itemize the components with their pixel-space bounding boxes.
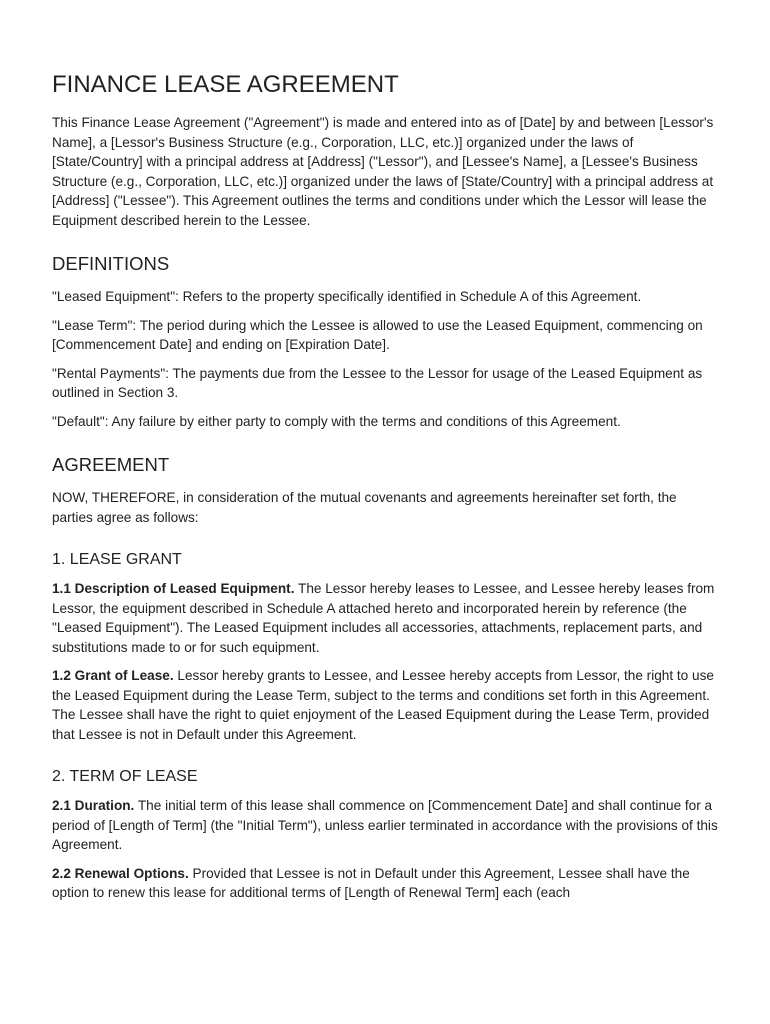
definition-rental-payments: "Rental Payments": The payments due from the Lessee to the Lessor for usage of the Leased Equipment as outlined in Section 3. (52, 365, 703, 400)
section-2-heading: 2. TERM OF LEASE (52, 768, 198, 785)
clause-2-1 (52, 796, 718, 855)
clause-1-1 (52, 579, 718, 657)
clause-2-2-title: 2.2 Renewal Options. (52, 865, 189, 881)
clause-1-1-title: 1.1 Description of Leased Equipment. (52, 581, 295, 596)
clause-1-2 (52, 666, 718, 744)
definition-leased-equipment: "Leased Equipment": Refers to the property specifically identified in Schedule A of this Agreement. (52, 289, 642, 304)
definitions-heading: DEFINITIONS (52, 253, 170, 274)
clause-2-2-body: Provided that Lessee is not in Default under this Agreement, Lessee shall have the option to renew this lease for additional terms of [Length of Renewal Term] each (each (52, 865, 690, 900)
definition-lease-term: "Lease Term": The period during which the Lessee is allowed to use the Leased Equipment, commencing on [Commencement Date] and ending on [Expiration Date]. (52, 317, 703, 352)
clause-2-1-title: 2.1 Duration. (52, 798, 135, 813)
section-1-heading: 1. LEASE GRANT (52, 551, 182, 568)
intro-paragraph: This Finance Lease Agreement ("Agreement") is made and entered into as of [Date] by and between [Lessor's Name], a [Lessor's Business Structure (e.g., Corporation, LLC, etc.)] organized under the laws of [State/Country] with a principal address at [Address] ("Lessor"), and [Lessee's Name], a [Lessee's Business Structure (e.g., Corporation, LLC, etc.)] organized under the laws of [State/Country] with a principal address at [Address] ("Lessee"). This Agreement outlines the terms and conditions under which the Lessor will lease the Equipment described herein to the Lessee. (52, 115, 714, 228)
clause-1-1-body: The Lessor hereby leases to Lessee, and Lessee hereby leases from Lessor, the equipment described in Schedule A attached hereto and incorporated herein by reference (the "Leased Equipment"). The Leased Equipment includes all accessories, attachments, replacement parts, and substitutions made to or for such equipment. (52, 581, 715, 655)
clause-2-1-body: The initial term of this lease shall commence on [Commencement Date] and shall continue for a period of [Length of Term] (the "Initial Term"), unless earlier terminated in accordance with the provisions of this Agreement. (52, 798, 718, 852)
agreement-heading: AGREEMENT (52, 454, 170, 475)
document-page (52, 70, 718, 912)
clause-2-2 (52, 864, 718, 903)
document-title: FINANCE LEASE AGREEMENT (52, 71, 399, 98)
clause-1-2-body: Lessor hereby grants to Lessee, and Lessee hereby accepts from Lessor, the right to use the Leased Equipment during the Lease Term, subject to the terms and conditions set forth in this Agreement. The Lessee shall have the right to quiet enjoyment of the Leased Equipment during the Lease Term, provided that Lessee is not in Default under this Agreement. (52, 668, 714, 742)
definition-default: "Default": Any failure by either party to comply with the terms and conditions of this Agreement. (52, 413, 621, 429)
clause-1-2-title: 1.2 Grant of Lease. (52, 668, 174, 683)
agreement-paragraph: NOW, THEREFORE, in consideration of the mutual covenants and agreements hereinafter set forth, the parties agree as follows: (52, 490, 677, 525)
